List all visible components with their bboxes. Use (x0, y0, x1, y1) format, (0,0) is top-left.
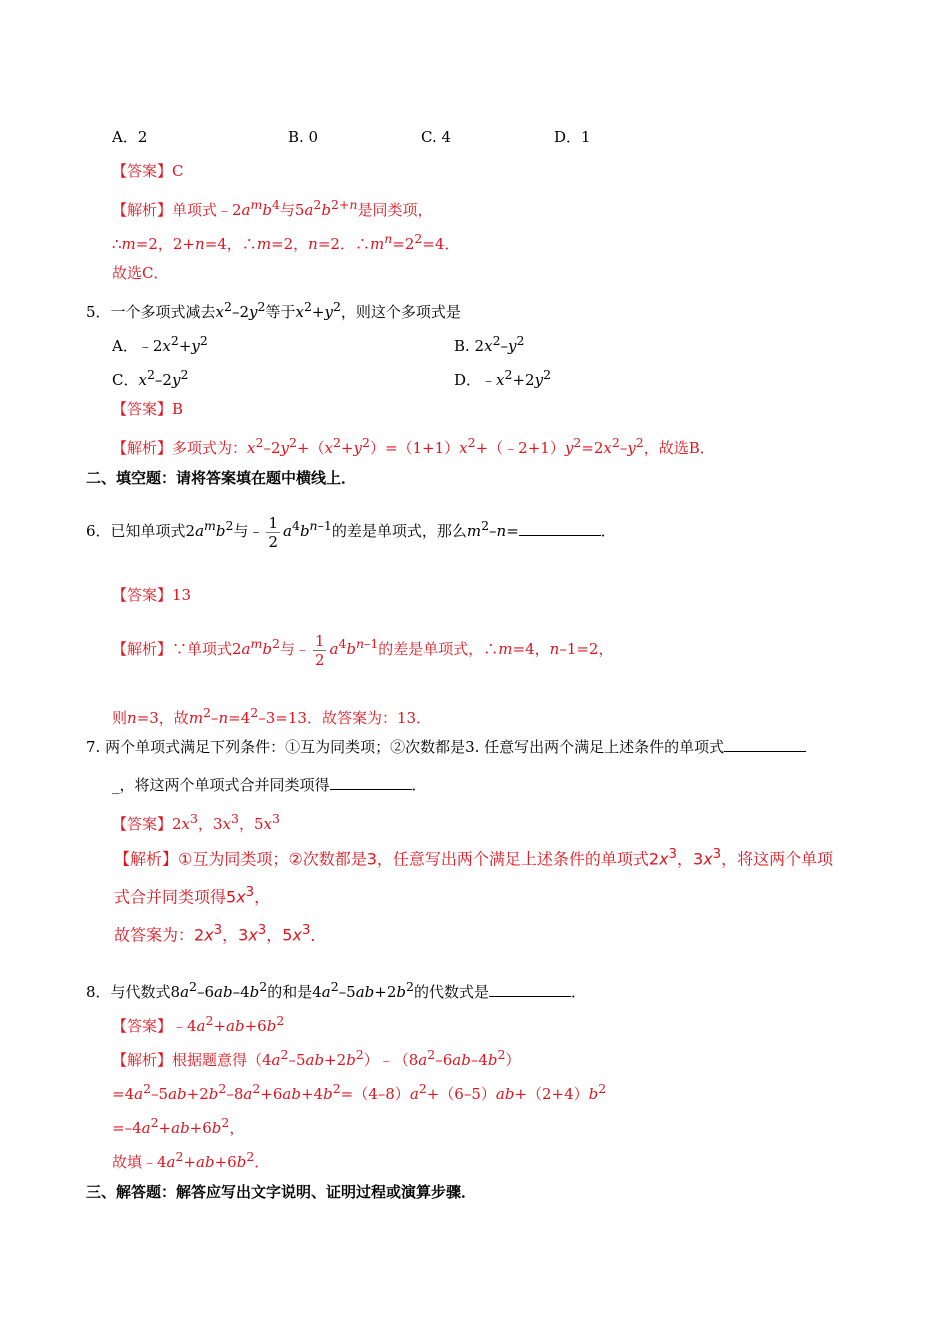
q4-option-c: C. 4 (421, 128, 452, 146)
q4-analysis-3: 故选C． (112, 264, 169, 282)
q5-stem: 5．一个多项式减去$x^2-2y^2$等于$x^2+y^2$，则这个多项式是 (86, 299, 461, 321)
q5-option-a: A．$﹣2x^2+y^2$ (112, 333, 208, 355)
q7-analysis-2: 式合并同类项得$5x^3$， (114, 885, 271, 907)
q6-analysis-2: 则n=3，故$m^2-n=4^2-3=13$．故答案为：13． (112, 705, 432, 727)
q8-answer: 【答案】$﹣4a^2+ab+6b^2$ (112, 1013, 285, 1035)
q5-option-c: C．$x^2-2y^2$ (112, 367, 189, 389)
q6-answer: 【答案】13 (112, 586, 192, 604)
q8-analysis-2: $=4a^2-5ab+2b^2-8a^2+6ab+4b^2=(4-8)a^2+(6-5)ab+(2+4)b^2$ (112, 1081, 607, 1103)
q4-analysis-2: ∴m=2，2+n=4，∴m=2，n=2．$\therefore m^n=2^2=4$． (112, 231, 460, 253)
q8-analysis-4: 故填$﹣4a^2+ab+6b^2$． (112, 1149, 270, 1171)
q7-analysis-1: 【解析】①互为同类项；②次数都是3，任意写出两个满足上述条件的单项式$2x^3$，$3x^3$，将这两个单项 (114, 847, 834, 869)
q5-answer: 【答案】B (112, 400, 184, 418)
q7-answer: 【答案】$2x^3$，$3x^3$，$5x^3$ (112, 811, 280, 833)
q8-analysis-3: $=-4a^2+ab+6b^2$， (112, 1115, 245, 1137)
q7-analysis-3: 故答案为：$2x^3$，$3x^3$，$5x^3$． (114, 923, 327, 945)
q8-stem: 8．与代数式$8a^2-6ab-4b^2$的和是$4a^2-5ab+2b^2$的代数式是 ． (86, 979, 586, 1001)
section-2-heading: 二、填空题：请将答案填在题中横线上． (86, 469, 357, 487)
q4-analysis-1: 【解析】单项式$﹣2a^mb^4$与$5a^2b^{2+n}$是同类项， (112, 197, 433, 219)
q4-option-b: B. 0 (288, 128, 319, 146)
q4-option-d: D．1 (554, 128, 591, 146)
q4-answer: 【答案】C (112, 162, 184, 180)
q5-option-b: B. $2x^2-y^2$ (454, 333, 525, 355)
section-3-heading: 三、解答题：解答应写出文字说明、证明过程或演算步骤． (86, 1183, 477, 1201)
q6-analysis-1: 【解析】∵单项式$2a^mb^2$与﹣ $\frac{1}{2}$ $a^4b^{n-1}$的差是单项式，∴m=4，n–1=2， (112, 631, 614, 669)
q8-analysis-1: 【解析】根据题意得$(4a^2-5ab+2b^2)﹣(8a^2-6ab-4b^2)$ (112, 1047, 521, 1069)
q4-option-a: A．2 (112, 128, 148, 146)
q6-stem: 6．已知单项式$2a^mb^2$与﹣ $\frac{1}{2}$ $a^4b^{n-1}$的差是单项式，那么$m^2-n=$ ． (86, 513, 616, 551)
q7-stem-2: _，将这两个单项式合并同类项得 ． (112, 776, 427, 794)
q5-option-d: D．$﹣x^2+2y^2$ (454, 367, 552, 389)
q5-analysis: 【解析】多项式为：$x^2-2y^2+(x^2+y^2)=(1+1)x^2+(﹣2+1)y^2=2x^2-y^2$，故选B． (112, 435, 715, 457)
q7-stem-1: 7. 两个单项式满足下列条件：①互为同类项；②次数都是3. 任意写出两个满足上述条件的单项式 (86, 737, 806, 757)
